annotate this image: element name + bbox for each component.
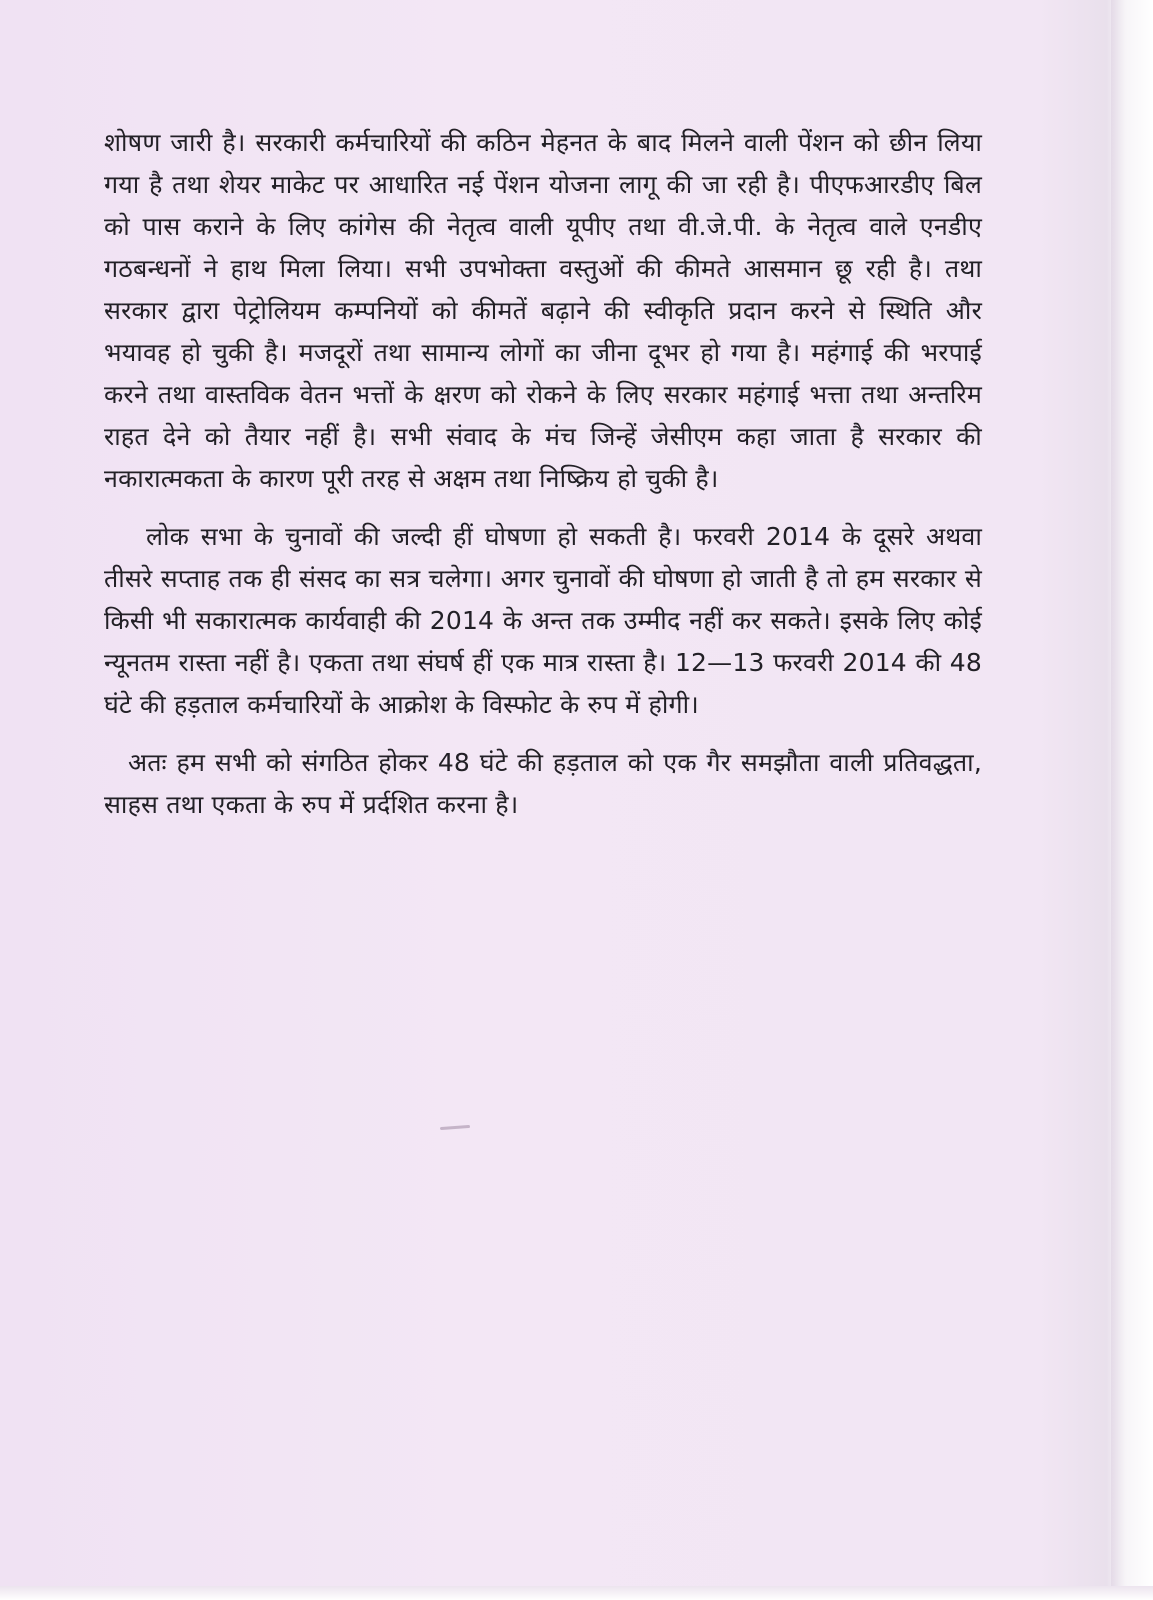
document-body bbox=[104, 122, 982, 826]
paragraph-1: शोषण जारी है। सरकारी कर्मचारियों की कठिन मेहनत के बाद मिलने वाली पेंशन को छीन लिया गया है तथा शेयर माकेट पर आधारित नई पेंशन योजना लागू की जा रही है। पीएफआरडीए बिल को पास कराने के लिए कांगेस की नेतृत्व वाली यूपीए तथा वी.जे.पी. के नेतृत्व वाले एनडीए गठबन्धनों ने हाथ मिला लिया। सभी उपभोक्ता वस्तुओं की कीमते आसमान छू रही है। तथा सरकार द्वारा पेट्रोलियम कम्पनियों को कीमतें बढ़ाने की स्वीकृति प्रदान करने से स्थिति और भयावह हो चुकी है। मजदूरों तथा सामान्य लोगों का जीना दूभर हो गया है। महंगाई की भरपाई करने तथा वास्तविक वेतन भत्तों के क्षरण को रोकने के लिए सरकार महंगाई भत्ता तथा अन्तरिम राहत देने को तैयार नहीं है। सभी संवाद के मंच जिन्हें जेसीएम कहा जाता है सरकार की नकारात्मकता के कारण पूरी तरह से अक्षम तथा निष्क्रिय हो चुकी है। bbox=[104, 128, 982, 493]
ink-smudge bbox=[440, 1125, 470, 1130]
paragraph-2: लोक सभा के चुनावों की जल्दी हीं घोषणा हो सकती है। फरवरी 2014 के दूसरे अथवा तीसरे सप्ताह तक ही संसद का सत्र चलेगा। अगर चुनावों की घोषणा हो जाती है तो हम सरकार से किसी भी सकारात्मक कार्यवाही की 2014 के अन्त तक उम्मीद नहीं कर सकते। इसके लिए कोई न्यूनतम रास्ता नहीं है। एकता तथा संघर्ष हीं एक मात्र रास्ता है। 12—13 फरवरी 2014 की 48 घंटे की हड़ताल कर्मचारियों के आक्रोश के विस्फोट के रुप में होगी। bbox=[104, 522, 982, 719]
paper-right-edge bbox=[1111, 0, 1153, 1600]
paper-bottom-edge bbox=[0, 1586, 1153, 1600]
paragraph-3: अतः हम सभी को संगठित होकर 48 घंटे की हड़ताल को एक गैर समझौता वाली प्रतिवद्धता, साहस तथा एकता के रुप में प्रर्दशित करना है। bbox=[104, 748, 982, 819]
